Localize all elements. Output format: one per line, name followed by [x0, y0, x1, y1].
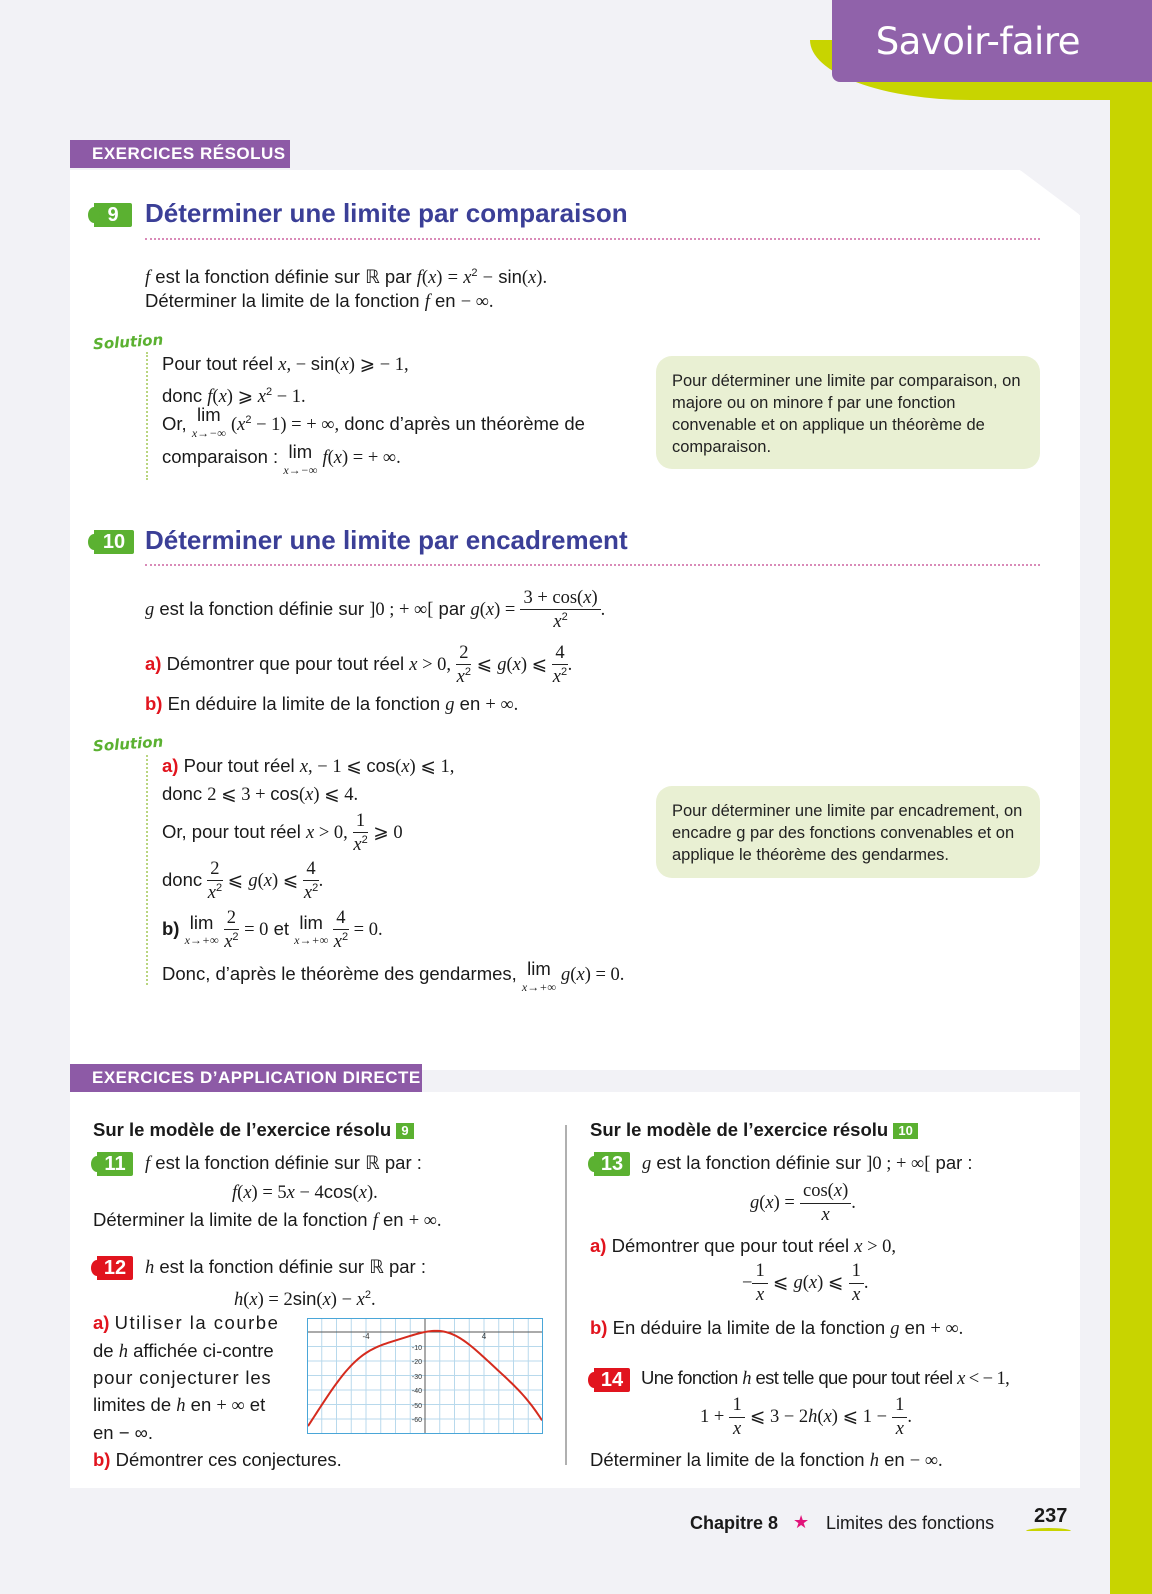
exercise-badge-10: 10: [94, 530, 134, 554]
ex14-question: Déterminer la limite de la fonction h en − ∞.: [590, 1449, 943, 1471]
ex14-statement: Une fonction h est telle que pour tout réel x < − 1,: [641, 1367, 1010, 1389]
solution-label-9: Solution: [92, 330, 164, 354]
ex9-solution-line2: donc f(x) ⩾ $x^2 - 1$.: [162, 385, 306, 408]
y-tick-label: -30: [411, 1374, 422, 1381]
ex11-statement: f est la fonction définie sur ℝ par :: [145, 1152, 422, 1174]
y-tick-label: -60: [411, 1417, 422, 1424]
left-column-heading: Sur le modèle de l’exercice résolu 9: [93, 1119, 414, 1141]
exercise-title-9: Déterminer une limite par comparaison: [145, 198, 628, 228]
model-badge-10: 10: [893, 1123, 917, 1139]
ex10-solution-line2: donc 2 ⩽ 3 + cos(x) ⩽ 4.: [162, 783, 359, 805]
y-tick-label: -10: [411, 1345, 422, 1352]
method-note-10: Pour déterminer une limite par encadrement, on encadre g par des fonctions convenables et on applique le théorème des gendarmes.: [656, 786, 1040, 878]
ex12-qa-line5: en − ∞.: [93, 1422, 153, 1443]
ex10-solution-line1: a) Pour tout réel x, − 1 ⩽ cos(x) ⩽ 1,: [162, 755, 455, 777]
ex13-inequality: − $\frac{1}{x}$ ⩽ g(x) ⩽ $\frac{1}{x}$ .: [742, 1261, 869, 1305]
ex9-statement-line1: f est la fonction définie sur ℝ par $f(x) = x^2 - \sin(x)$.: [145, 266, 548, 289]
ex13-statement: g est la fonction définie sur ]0 ; + ∞[ par :: [642, 1152, 973, 1174]
ex13-formula: g(x) = $\frac{\cos(x)}{x}$ .: [750, 1181, 856, 1225]
header-title: Savoir-faire: [875, 20, 1080, 63]
section-label-resolved: EXERCICES RÉSOLUS: [70, 140, 290, 168]
ex13-question-b: b) En déduire la limite de la fonction g en + ∞.: [590, 1317, 964, 1339]
ex14-inequality: 1 + $\frac{1}{x}$ ⩽ 3 − 2h(x) ⩽ 1 − $\frac{1}{x}$ .: [700, 1395, 913, 1439]
footer-title: Limites des fonctions: [826, 1513, 995, 1533]
y-tick-label: -40: [411, 1388, 422, 1395]
ex12-qa-line1: a) Utiliser la courbe: [93, 1312, 280, 1333]
method-note-9: Pour déterminer une limite par comparaison, on majore ou on minore f par une fonction convenable et on applique un théorème de comparaison.: [656, 356, 1040, 469]
exercise-badge-14: 14: [594, 1368, 630, 1392]
model-badge-9: 9: [396, 1123, 413, 1139]
ex10-solution-line4: donc $\frac{2}{x^2}$ ⩽ g(x) ⩽ $\frac{4}{x^2}$ .: [162, 858, 324, 904]
ex10-solution-line3: Or, pour tout réel x > 0, $\frac{1}{x^2}$ ⩾ 0: [162, 810, 403, 856]
x-tick-label: -4: [362, 1332, 370, 1341]
exercise-badge-9: 9: [94, 203, 132, 227]
ex13-question-a: a) Démontrer que pour tout réel x > 0,: [590, 1235, 897, 1257]
ex9-solution-line3: Or, lim x→−∞ $(x^2 - 1)$ = + ∞, donc d’après un théorème de: [162, 404, 585, 440]
solution-label-10: Solution: [92, 732, 164, 756]
ex10-statement-line1: g est la fonction définie sur ]0 ; + ∞[ par g(x) = $\frac{3 + \cos(x)}{x^2}$ .: [145, 587, 606, 633]
ex11-question: Déterminer la limite de la fonction f en + ∞.: [93, 1209, 442, 1231]
ex9-solution-line1: Pour tout réel x, − sin(x) ⩾ − 1,: [162, 353, 409, 375]
exercise-badge-12: 12: [97, 1256, 133, 1280]
ex10-solution-line6: Donc, d’après le théorème des gendarmes, lim x→+∞ g(x) = 0.: [162, 958, 625, 994]
exercise-badge-11: 11: [97, 1152, 133, 1176]
ex10-solution-line5: b) lim x→+∞ $\frac{2}{x^2}$ = 0 et lim x→+∞ $\frac{4}{x^2}$ = 0.: [162, 907, 383, 953]
ex9-statement-line2: Déterminer la limite de la fonction f en − ∞.: [145, 290, 494, 312]
ex12-qa-line4: limites de h en + ∞ et: [93, 1394, 266, 1416]
ex11-formula: f(x) = 5x − 4cos(x).: [232, 1181, 378, 1203]
page-number-underline: [1026, 1528, 1071, 1534]
exercise-title-10: Déterminer une limite par encadrement: [145, 525, 628, 555]
ex10-question-a: a) Démontrer que pour tout réel x > 0, $\frac{2}{x^2}$ ⩽ g(x) ⩽ $\frac{4}{x^2}$ .: [145, 642, 573, 688]
star-icon: ★: [793, 1512, 810, 1532]
solution-bracket: [146, 755, 154, 985]
ex12-statement: h est la fonction définie sur ℝ par :: [145, 1256, 427, 1278]
ex9-solution-line4: comparaison : lim x→−∞ f(x) = + ∞.: [162, 441, 401, 477]
ex12-qa-line3: pour conjecturer les: [93, 1367, 272, 1388]
solution-bracket: [146, 352, 154, 480]
function-graph: [307, 1318, 543, 1434]
title-underline: [145, 564, 1040, 566]
footer-chapter: Chapitre 8: [690, 1513, 779, 1533]
y-tick-label: -50: [411, 1403, 422, 1410]
ex12-formula: $h(x) = 2\sin(x) - x^2$.: [234, 1288, 376, 1311]
column-divider: [565, 1125, 567, 1465]
ex12-qb: b) Démontrer ces conjectures.: [93, 1449, 342, 1470]
y-tick-label: -20: [411, 1359, 422, 1366]
title-underline: [145, 238, 1040, 240]
side-strip: [1110, 0, 1152, 1594]
ex12-qa-line2: de h affichée ci-contre: [93, 1340, 274, 1362]
ex10-question-b: b) En déduire la limite de la fonction g en + ∞.: [145, 693, 519, 715]
section-label-direct: EXERCICES D’APPLICATION DIRECTE: [70, 1064, 422, 1092]
exercise-badge-13: 13: [594, 1152, 630, 1176]
page-number: 237: [1034, 1505, 1068, 1527]
x-tick-label: 4: [481, 1332, 487, 1341]
right-column-heading: Sur le modèle de l’exercice résolu 10: [590, 1119, 918, 1141]
